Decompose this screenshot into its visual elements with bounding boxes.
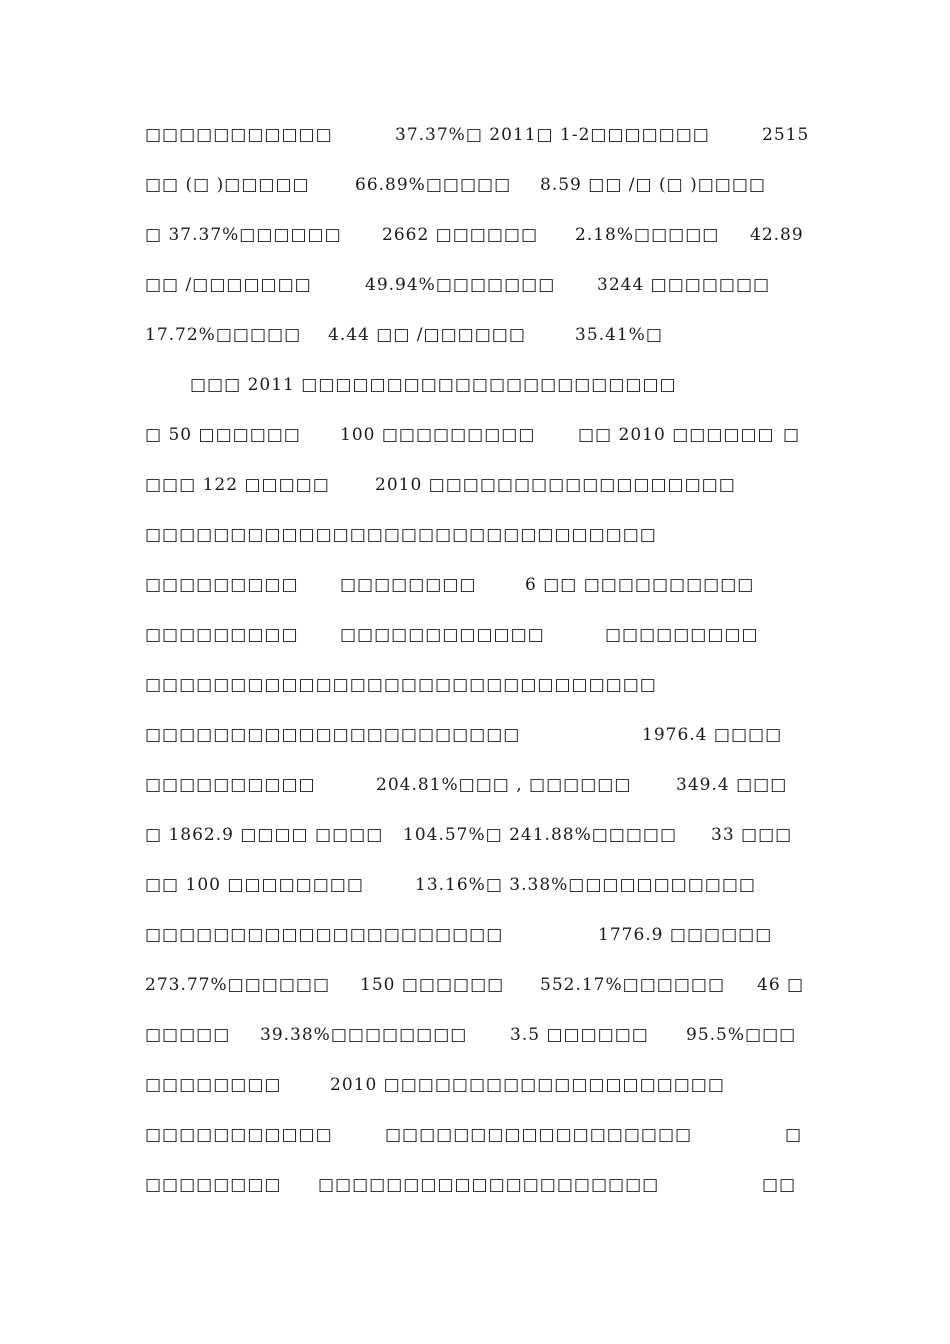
text-segment: 33 □□□ <box>711 825 793 845</box>
text-line <box>0 1170 950 1200</box>
text-segment: □□ 100 □□□□□□□□ <box>145 875 364 895</box>
text-line <box>0 270 950 300</box>
text-segment: 3.5 □□□□□□ <box>510 1025 649 1045</box>
text-segment: □ 50 □□□□□□ <box>145 425 301 445</box>
text-line <box>0 220 950 250</box>
text-segment: 39.38%□□□□□□□□ <box>260 1025 468 1045</box>
text-segment: □□ 2010 □□□□□□ <box>578 425 775 445</box>
text-segment: 95.5%□□□ <box>686 1025 797 1045</box>
text-segment: □□□□□□□□□□□□□□□□□□□□□ <box>145 925 504 945</box>
text-line <box>0 170 950 200</box>
text-segment: 35.41%□ <box>575 325 663 345</box>
text-segment: □□□□□□□□ <box>340 575 477 595</box>
text-segment: 37.37%□ 2011□ 1-2□□□□□□□ <box>395 125 710 145</box>
text-segment: □□□□□ <box>145 1025 231 1045</box>
text-segment: 42.89 <box>750 225 804 245</box>
text-line <box>0 520 950 550</box>
text-segment: □□□□□□□□□□□□□□□□□□□□□□□□□□□□□□ <box>145 525 657 545</box>
text-segment: □□□□□□□□□ <box>145 625 299 645</box>
text-line <box>0 420 950 450</box>
text-segment: □□□□□□□□□□□□□□□□□□□□□□□□□□□□□□ <box>145 675 657 695</box>
text-line <box>0 570 950 600</box>
text-segment: 100 □□□□□□□□□ <box>340 425 536 445</box>
text-segment: 17.72%□□□□□ <box>145 325 302 345</box>
text-segment: 104.57%□ 241.88%□□□□□ <box>403 825 678 845</box>
text-segment: 150 □□□□□□ <box>360 975 505 995</box>
text-segment: □ 37.37%□□□□□□ <box>145 225 342 245</box>
text-line <box>0 670 950 700</box>
text-segment: 8.59 □□ /□ (□ )□□□□ <box>540 175 766 195</box>
text-line <box>0 920 950 950</box>
text-line <box>0 320 950 350</box>
text-segment: 46 □ <box>757 975 805 995</box>
text-line <box>0 1070 950 1100</box>
text-segment: □□□□□□□□ <box>145 1075 282 1095</box>
text-line <box>0 120 950 150</box>
text-segment: 204.81%□□□ , □□□□□□ <box>376 775 632 795</box>
text-segment: 66.89%□□□□□ <box>355 175 512 195</box>
text-segment: □□ (□ )□□□□□ <box>145 175 310 195</box>
text-segment: □□□□□□□□□□□□□□□□□□ <box>385 1125 693 1145</box>
text-line <box>0 720 950 750</box>
text-segment: □□□□□□□□□□□□□□□□□□□□□□ <box>145 725 521 745</box>
text-segment: 273.77%□□□□□□ <box>145 975 331 995</box>
text-segment: □ <box>783 425 801 445</box>
text-segment: □ <box>785 1125 803 1145</box>
text-segment: □ 1862.9 □□□□ □□□□ <box>145 825 384 845</box>
text-segment: □□□□□□□□ <box>145 1175 282 1195</box>
text-segment: 3244 □□□□□□□ <box>597 275 771 295</box>
text-segment: 1976.4 □□□□ <box>642 725 783 745</box>
text-line <box>0 870 950 900</box>
text-line <box>0 1020 950 1050</box>
text-segment: 2010 □□□□□□□□□□□□□□□□□□□□ <box>330 1075 725 1095</box>
text-segment: □□□ 2011 □□□□□□□□□□□□□□□□□□□□□□ <box>190 375 677 395</box>
text-line <box>0 620 950 650</box>
text-segment: 13.16%□ 3.38%□□□□□□□□□□□ <box>415 875 756 895</box>
text-line <box>0 970 950 1000</box>
text-segment: 552.17%□□□□□□ <box>540 975 726 995</box>
text-segment: 2662 □□□□□□ <box>382 225 539 245</box>
text-segment: □□□□□□□□□ <box>605 625 759 645</box>
text-line <box>0 770 950 800</box>
text-segment: □□□□□□□□□□ <box>145 775 316 795</box>
text-segment: 49.94%□□□□□□□ <box>365 275 556 295</box>
text-segment: □□□□□□□□□□□□□□□□□□□□ <box>318 1175 660 1195</box>
text-segment: 2010 □□□□□□□□□□□□□□□□□□ <box>375 475 736 495</box>
text-segment: 2.18%□□□□□ <box>575 225 720 245</box>
text-segment: □□□ 122 □□□□□ <box>145 475 330 495</box>
text-segment: 349.4 □□□ <box>676 775 788 795</box>
text-segment: 2515 <box>762 125 810 145</box>
text-segment: 1776.9 □□□□□□ <box>598 925 773 945</box>
text-line <box>0 820 950 850</box>
text-segment: □□□□□□□□□□□ <box>145 125 333 145</box>
text-segment: □□ /□□□□□□□ <box>145 275 312 295</box>
text-segment: □□□□□□□□□□□ <box>145 1125 333 1145</box>
text-segment: □□□□□□□□□ <box>145 575 299 595</box>
text-segment: □□ <box>762 1175 797 1195</box>
text-segment: 6 □□ □□□□□□□□□□ <box>525 575 755 595</box>
text-line <box>0 470 950 500</box>
text-line <box>0 370 950 400</box>
text-segment: □□□□□□□□□□□□ <box>340 625 545 645</box>
text-segment: 4.44 □□ /□□□□□□ <box>328 325 526 345</box>
text-line <box>0 1120 950 1150</box>
